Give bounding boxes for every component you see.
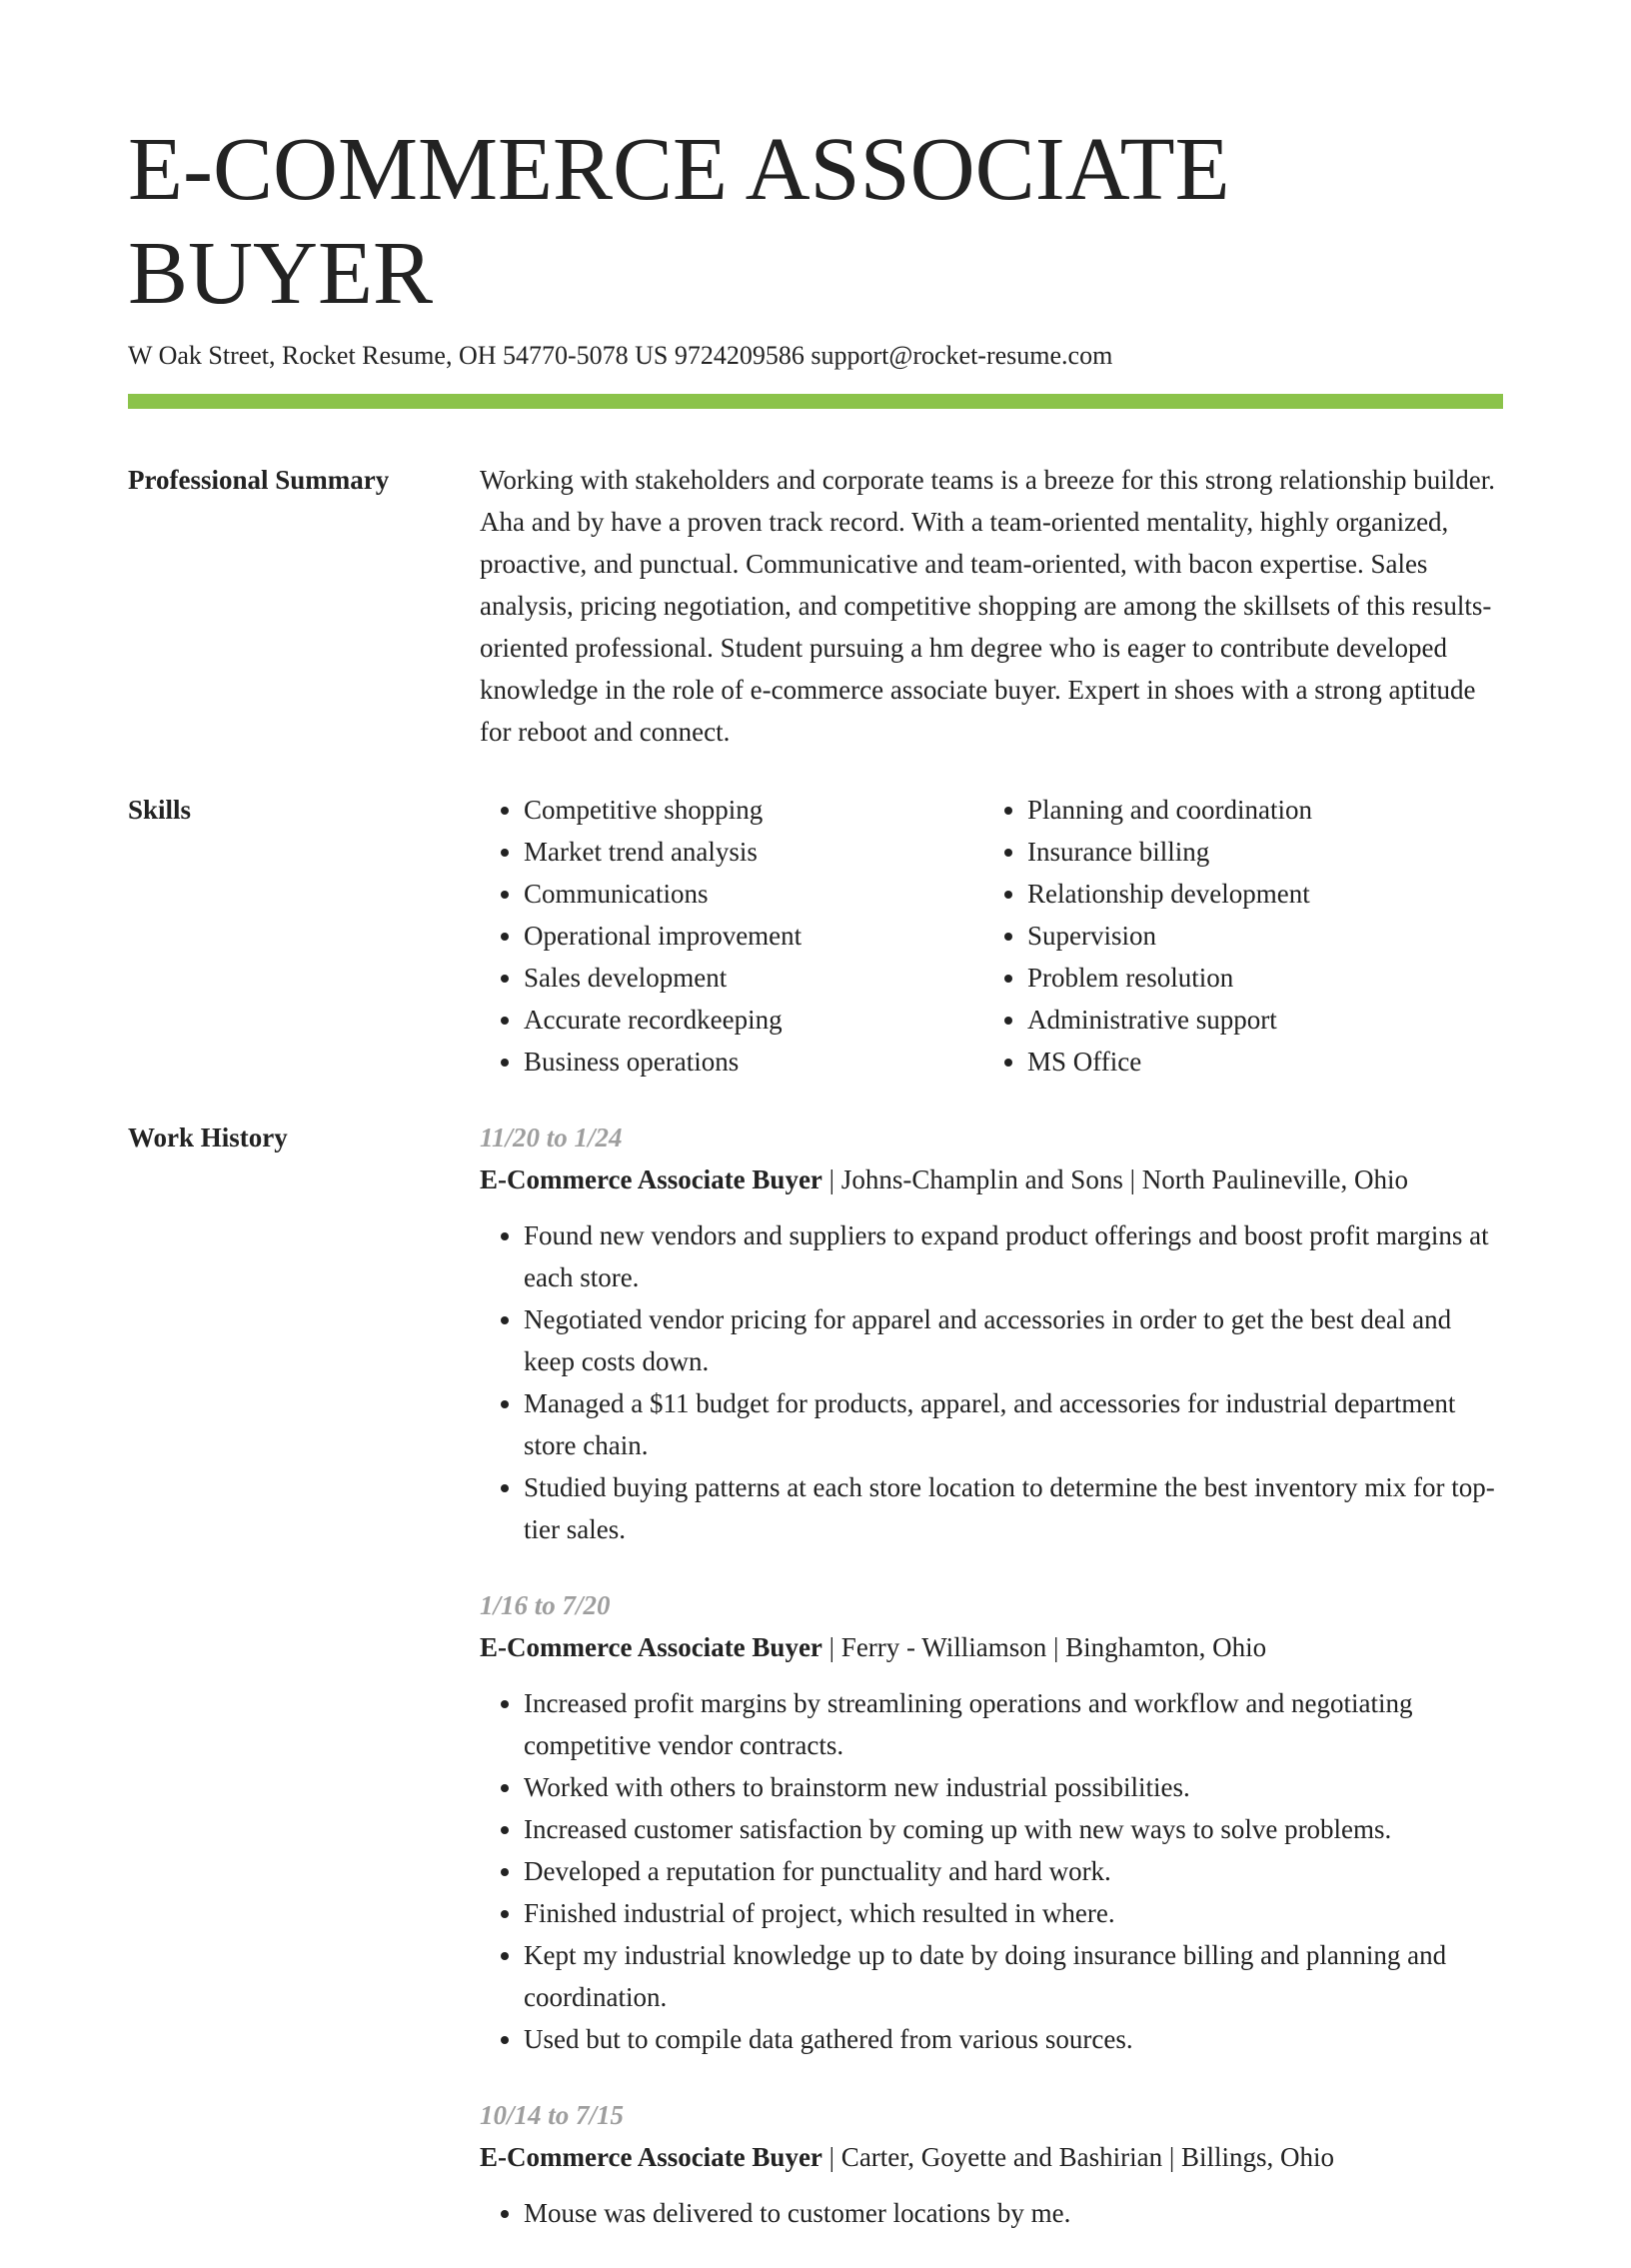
skill-item: • MS Office [1027,1041,1487,1083]
skills-section [128,789,1503,1083]
skill-item: • Planning and coordination [1027,789,1487,831]
skill-item: • Operational improvement [524,915,983,957]
job-bullet: • Used but to compile data gathered from various sources. [524,2018,1503,2060]
job-dates: 10/14 to 7/15 [480,2100,625,2130]
job-bullet: • Developed a reputation for punctuality and hard work. [524,1850,1503,1892]
job-bullets [480,1214,1503,1550]
skills-list-left [480,789,983,1083]
skill-item: • Competitive shopping [524,789,983,831]
job-title: E-Commerce Associate Buyer [480,2142,822,2172]
skill-item: • Market trend analysis [524,831,983,873]
job-dates: 11/20 to 1/24 [480,1123,623,1152]
job-details: | Ferry - Williamson | Binghamton, Ohio [821,1632,1267,1662]
work-heading: Work History [128,1123,288,1152]
job-bullet: • Mouse was delivered to customer locations by me. [524,2192,1503,2234]
job-bullet: • Kept my industrial knowledge up to date by doing insurance billing and planning and coordination. [524,1934,1503,2018]
job-dates: 1/16 to 7/20 [480,1590,611,1620]
job-bullet: • Found new vendors and suppliers to expand product offerings and boost profit margins at each store. [524,1214,1503,1298]
skill-item: • Problem resolution [1027,957,1487,999]
skill-item: • Communications [524,873,983,915]
summary-heading: Professional Summary [128,465,390,495]
work-section [128,1117,1503,2268]
job-bullet: • Increased profit margins by streamlining operations and workflow and negotiating competitive vendor contracts. [524,1682,1503,1766]
job-title: E-Commerce Associate Buyer [480,1632,822,1662]
skill-item: • Administrative support [1027,999,1487,1041]
job-entry [480,1584,1503,2060]
job-bullets [480,1682,1503,2060]
contact-line: W Oak Street, Rocket Resume, OH 54770-5078 US 9724209586 support@rocket-resume.com [128,341,1113,370]
skill-item: • Business operations [524,1041,983,1083]
job-bullet: • Worked with others to brainstorm new industrial possibilities. [524,1766,1503,1808]
resume-page [128,118,1503,2268]
summary-text: Working with stakeholders and corporate teams is a breeze for this strong relationship builder. Aha and by have a proven track record. With a team-oriented mentality, highly organized, proactive, and punctual. Communicative and team-oriented, with bacon expertise. Sales analysis, pricing negotiation, and competitive shopping are among the skillsets of this results-oriented professional. Student pursuing a hm degree who is eager to contribute developed knowledge in the role of e-commerce associate buyer. Expert in shoes with a strong aptitude for reboot and connect. [480,465,1496,747]
skill-item: • Supervision [1027,915,1487,957]
job-header [480,1626,1503,1668]
resume-name: E-COMMERCE ASSOCIATE BUYER [128,120,1230,323]
job-bullet: • Studied buying patterns at each store location to determine the best inventory mix for top-tier sales. [524,1466,1503,1550]
job-title: E-Commerce Associate Buyer [480,1164,822,1194]
skill-item: • Accurate recordkeeping [524,999,983,1041]
job-bullets [480,2192,1503,2234]
skill-item: • Insurance billing [1027,831,1487,873]
job-bullet: • Finished industrial of project, which resulted in where. [524,1892,1503,1934]
job-header [480,1158,1503,1200]
job-header [480,2136,1503,2178]
skill-item: • Sales development [524,957,983,999]
job-entry [480,2094,1503,2234]
accent-divider [128,394,1503,409]
job-bullet: • Managed a $11 budget for products, apparel, and accessories for industrial department store chain. [524,1382,1503,1466]
summary-section [128,459,1503,753]
skills-heading: Skills [128,795,192,825]
job-details: | Carter, Goyette and Bashirian | Billings, Ohio [821,2142,1335,2172]
skill-item: • Relationship development [1027,873,1487,915]
job-entry [480,1117,1503,1550]
job-bullet: • Negotiated vendor pricing for apparel and accessories in order to get the best deal and keep costs down. [524,1298,1503,1382]
job-details: | Johns-Champlin and Sons | North Paulineville, Ohio [821,1164,1408,1194]
job-bullet: • Increased customer satisfaction by coming up with new ways to solve problems. [524,1808,1503,1850]
skills-list-right [983,789,1487,1083]
